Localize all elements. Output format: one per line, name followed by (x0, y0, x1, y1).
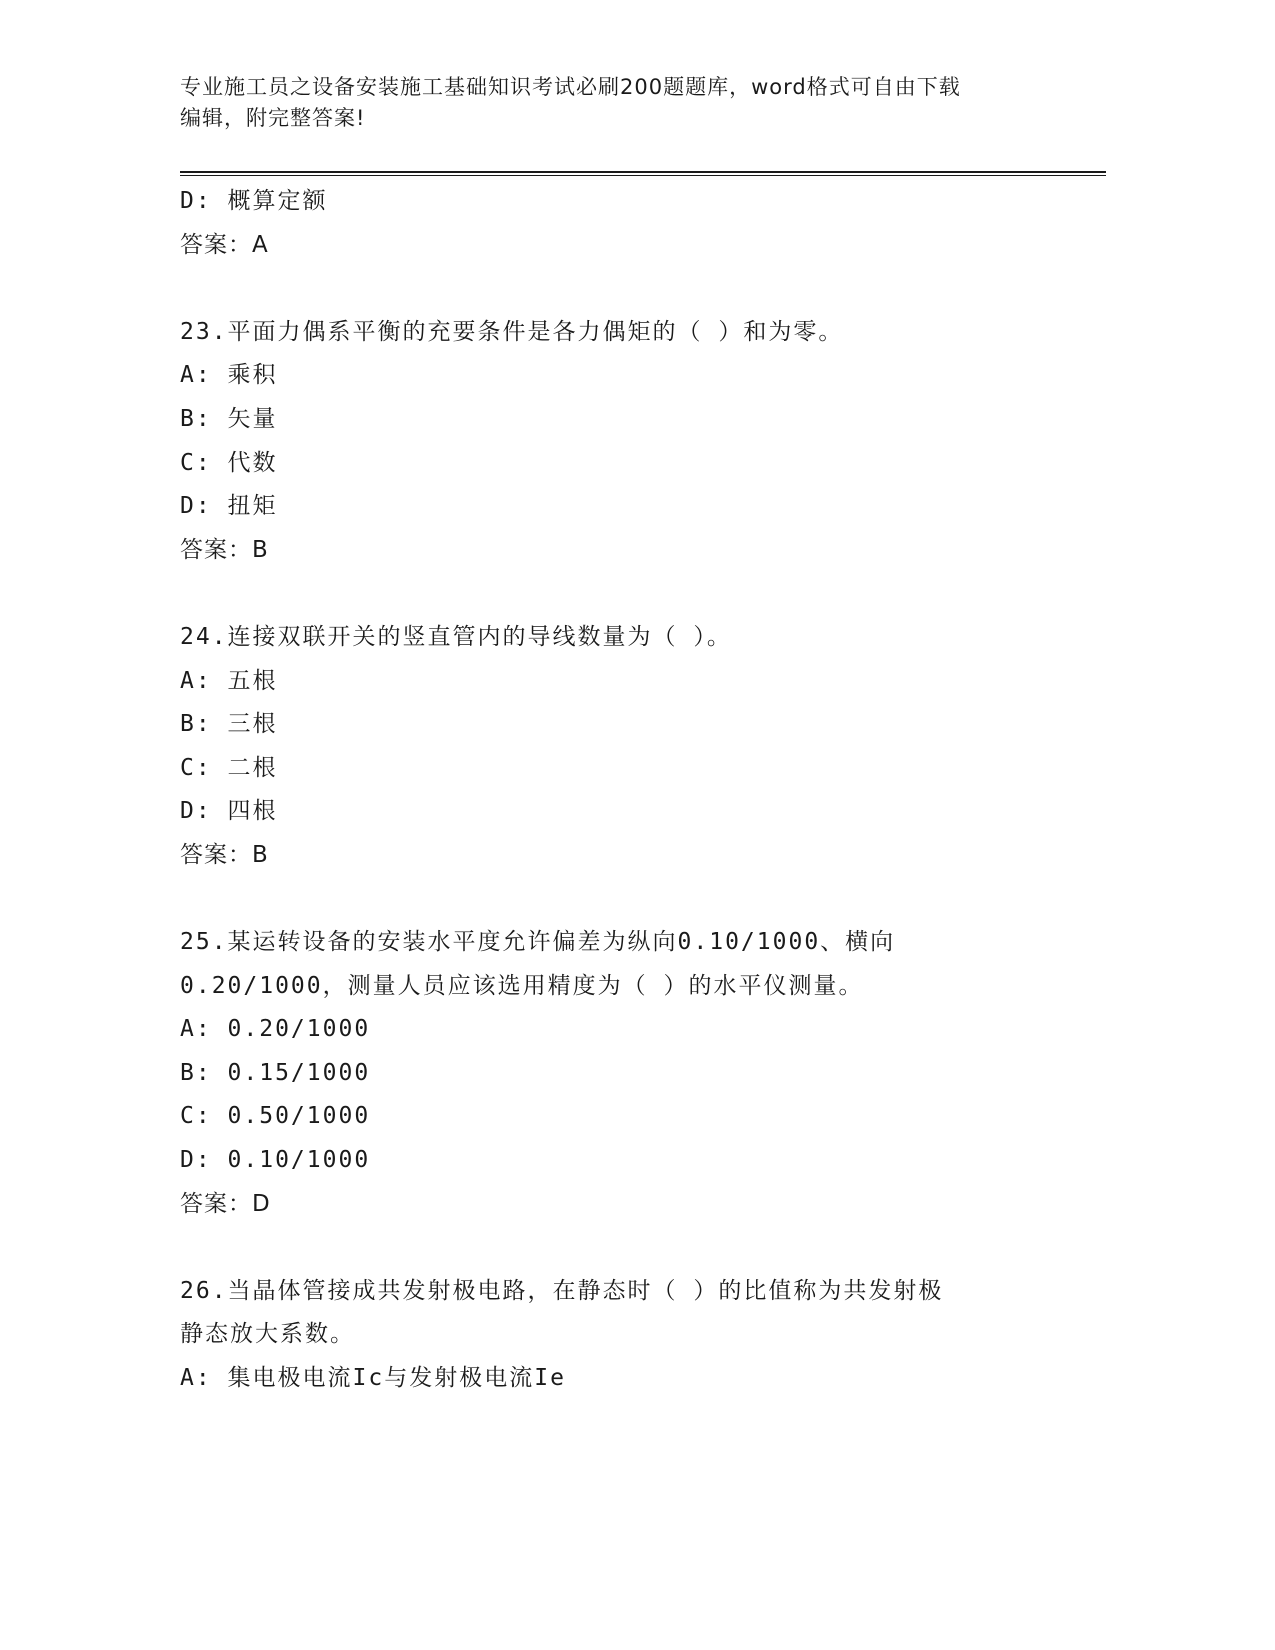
answer-line: 答案：A (180, 231, 269, 258)
option-d: D: 0.10/1000 (180, 1147, 371, 1174)
option-d: D: 概算定额 (180, 188, 328, 214)
option-b: B: 矢量 (180, 405, 278, 432)
spacer (180, 1226, 1080, 1270)
option-c: C: 代数 (180, 449, 278, 476)
question-stem: 23.平面力偶系平衡的充要条件是各力偶矩的（ ）和为零。 (180, 318, 844, 345)
option-c: C: 二根 (180, 754, 278, 781)
option-a: A: 乘积 (180, 362, 278, 389)
question-stem-continued: 0.20/1000，测量人员应该选用精度为（ ）的水平仪测量。 (180, 972, 864, 999)
question-list (180, 180, 1080, 1401)
document-header (180, 72, 1060, 134)
answer-line: 答案：B (180, 536, 269, 563)
header-title-line-2: 编辑，附完整答案! (180, 106, 366, 130)
option-d: D: 四根 (180, 798, 278, 825)
option-d: D: 扭矩 (180, 493, 278, 520)
question-stem: 26.当晶体管接成共发射极电路，在静态时（ ）的比值称为共发射极 (180, 1277, 944, 1304)
header-divider (180, 171, 1106, 176)
answer-line: 答案：D (180, 1190, 271, 1217)
option-b: B: 0.15/1000 (180, 1059, 371, 1086)
spacer (180, 572, 1080, 616)
option-a: A: 集电极电流Ic与发射极电流Ie (180, 1365, 566, 1392)
question-stem: 25.某运转设备的安装水平度允许偏差为纵向0.10/1000、横向 (180, 929, 896, 956)
option-a: A: 0.20/1000 (180, 1016, 371, 1043)
question-stem-continued: 静态放大系数。 (180, 1321, 355, 1348)
header-title-line-1: 专业施工员之设备安装施工基础知识考试必刷200题题库，word格式可自由下载 (180, 75, 961, 99)
answer-line: 答案：B (180, 841, 269, 868)
option-b: B: 三根 (180, 711, 278, 738)
option-a: A: 五根 (180, 667, 278, 694)
spacer (180, 267, 1080, 311)
option-c: C: 0.50/1000 (180, 1103, 371, 1130)
question-stem: 24.连接双联开关的竖直管内的导线数量为（ ）。 (180, 623, 732, 650)
spacer (180, 878, 1080, 922)
